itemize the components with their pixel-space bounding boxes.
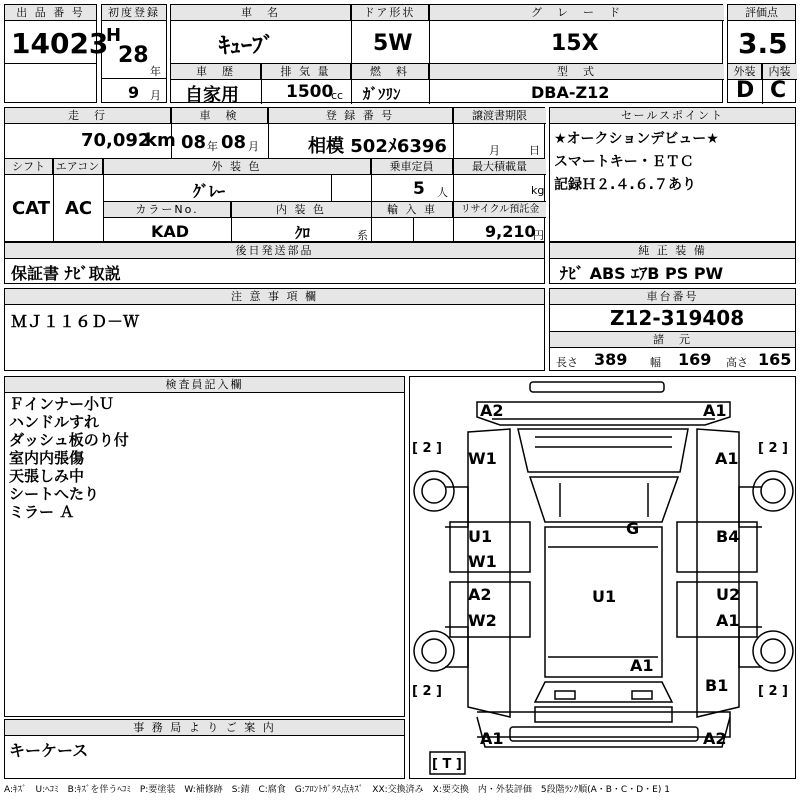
transfer-month-unit: 月: [489, 144, 500, 157]
sales-points-box: [549, 107, 796, 242]
inspection-year: 08: [181, 132, 207, 153]
width: 169: [678, 350, 712, 369]
color-number: KAD: [151, 222, 190, 241]
color-label: 外 装 色: [103, 159, 371, 175]
tire-mark-rf: [ 2 ]: [758, 441, 788, 456]
diag-label-rr-door-u: U2: [716, 585, 741, 604]
recycle-label: リサイクル預託金: [454, 202, 546, 218]
interior-color-unit: 系: [357, 229, 368, 242]
office-label: 事 務 局 よ り ご 案 内: [5, 720, 404, 736]
inspection-month-unit: 月: [248, 140, 259, 153]
first-reg-month-unit: 月: [150, 89, 161, 102]
lot-number-label: 出 品 番 号: [5, 5, 96, 21]
inspection-month: 08: [221, 132, 247, 153]
car-name-label: 車 名: [171, 5, 351, 21]
import-label: 輸 入 車: [372, 202, 453, 218]
chassis-number: Z12-319408: [610, 306, 745, 330]
vehicle-history: 自家用: [185, 85, 239, 106]
inspector-note-6: シートへたり: [9, 485, 100, 503]
inspector-box: [4, 376, 405, 717]
diag-label-rf-door: B4: [716, 527, 740, 546]
displacement-label: 排 気 量: [261, 64, 351, 80]
later-items-label: 後日発送部品: [5, 243, 544, 259]
first-reg-era: H: [106, 25, 122, 46]
shift-type: CAT: [12, 198, 51, 219]
fuel: ｶﾞｿﾘﾝ: [363, 85, 401, 103]
mileage-unit: km: [145, 130, 176, 151]
aircon: AC: [65, 198, 93, 219]
diag-label-rr-door-a: A1: [716, 611, 740, 630]
grade: 15X: [551, 31, 599, 56]
inspector-note-7: ミラー Ａ: [9, 503, 75, 521]
score-box: [727, 4, 796, 103]
diag-label-front-left: A2: [480, 401, 504, 420]
diag-label-rear-bumper: A2: [703, 729, 727, 748]
tire-mark-lf: [ 2 ]: [412, 441, 442, 456]
car-outline: [410, 377, 797, 780]
grade-label: グ レ ー ド: [429, 5, 724, 21]
later-items-box: [4, 242, 545, 284]
inspection-year-unit: 年: [207, 140, 218, 153]
diag-label-front-right: A1: [703, 401, 727, 420]
exterior-label: 外装: [728, 64, 762, 80]
first-reg-year: 28: [118, 43, 149, 68]
displacement-unit: cc: [331, 89, 344, 102]
later-items: 保証書 ﾅﾋﾞ取説: [11, 264, 121, 283]
sales-points-label: セールスポイント: [550, 108, 795, 124]
length-label: 長さ: [556, 356, 578, 369]
reg-no-label: 登 録 番 号: [268, 108, 453, 124]
recycle-deposit: 9,210: [485, 222, 536, 241]
office-note: キーケース: [9, 741, 89, 760]
interior-label: 内装: [762, 64, 797, 80]
sales-point-1: ★オークションデビュー★: [554, 131, 719, 147]
lot-number-box: [4, 4, 109, 103]
height: 165: [758, 350, 792, 369]
diag-label-rear-right: B1: [705, 676, 729, 695]
chassis-label: 車台番号: [550, 289, 795, 305]
lot-number: 14023: [11, 27, 109, 60]
equipment: ﾅﾋﾞ ABS ｴｱB PS PW: [560, 264, 724, 283]
aircon-label: エアコン: [53, 159, 103, 175]
office-box: [4, 719, 405, 779]
doors-label: ドア形状: [351, 5, 429, 21]
registration-number: 相模 502ﾒ6396: [308, 136, 447, 157]
first-registration-box: [101, 4, 167, 103]
diag-label-lf-door-w: W1: [468, 552, 497, 571]
interior-color: ｸﾛ: [295, 224, 311, 242]
inspector-label: 検査員記入欄: [5, 377, 404, 393]
door-type: 5W: [373, 31, 413, 56]
capacity: 5: [413, 179, 425, 199]
diag-label-lr-door-a: A2: [468, 585, 492, 604]
specs-label: 諸 元: [550, 332, 795, 348]
caution-text: ＭＪ１１６Ｄ－Ｗ: [11, 312, 140, 331]
inspector-note-4: 室内内張傷: [9, 449, 85, 467]
tire-mark-lr: [ 2 ]: [412, 684, 442, 699]
shift-label: シフト: [5, 159, 53, 175]
inspection-label: 車 検: [171, 108, 268, 124]
score-label: 評価点: [728, 5, 795, 21]
tire-mark-rr: [ 2 ]: [758, 684, 788, 699]
int-color-label: 内 装 色: [231, 202, 371, 218]
transfer-label: 譲渡書期限: [453, 108, 546, 124]
displacement: 1500: [286, 82, 334, 102]
diag-label-roof: U1: [592, 587, 617, 606]
car-name: ｷｭｰﾌﾞ: [219, 34, 275, 59]
capacity-unit: 人: [437, 186, 448, 199]
exterior-score: D: [736, 78, 755, 103]
max-load-unit: kg: [531, 184, 545, 197]
inspector-note-5: 天張しみ中: [9, 467, 85, 485]
overall-score: 3.5: [738, 27, 788, 60]
capacity-label: 乗車定員: [371, 159, 453, 175]
sales-point-2: スマートキー・ＥＴＣ: [554, 154, 694, 170]
equipment-label: 純 正 装 備: [550, 243, 795, 259]
height-label: 高さ: [726, 356, 748, 369]
model-code: DBA-Z12: [531, 83, 610, 102]
car-info-box: [170, 4, 723, 106]
first-reg-month: 9: [128, 83, 140, 102]
diag-label-lf-fender-w: W1: [468, 449, 497, 468]
inspector-note-1: Ｆインナー小Ｕ: [9, 395, 115, 413]
mileage: 70,092: [81, 130, 151, 151]
recycle-unit: 円: [533, 229, 544, 242]
max-load-label: 最大積載量: [453, 159, 546, 175]
diag-label-rear-left: A1: [480, 729, 504, 748]
first-registration-label: 初度登録: [102, 5, 166, 21]
diag-label-rf-fender: A1: [715, 449, 739, 468]
chassis-box: [549, 288, 796, 371]
vehicle-details-box: [4, 107, 545, 242]
diag-label-glass: G: [626, 519, 640, 538]
mileage-label: 走 行: [5, 108, 171, 124]
diag-label-lf-door-u: U1: [468, 527, 493, 546]
diag-label-rear-window: A1: [630, 656, 654, 675]
inspector-note-2: ハンドルすれ: [9, 413, 100, 431]
legend: A:ｷｽﾞ U:ﾍｺﾐ B:ｷｽﾞを伴うﾍｺﾐ P:要塗装 W:補修跡 S:錆 C:腐食 G:ﾌﾛﾝﾄｶﾞﾗｽ点ｷｽﾞ XX:交換済み X:要交換 内・外装評価 5段階ﾗﾝｸ順(A・B・C・D・E) 1: [4, 785, 670, 795]
exterior-color: ｸﾞﾚｰ: [193, 182, 226, 201]
length: 389: [594, 350, 628, 369]
transfer-day-unit: 日: [529, 144, 540, 157]
equipment-box: [549, 242, 796, 284]
sales-point-3: 記録Ｈ２.４.６.７あり: [554, 177, 696, 193]
fuel-label: 燃 料: [351, 64, 429, 80]
history-label: 車 歴: [171, 64, 261, 80]
diag-label-lr-door-w: W2: [468, 611, 497, 630]
first-reg-year-unit: 年: [150, 65, 161, 78]
color-no-label: カラーNo.: [104, 202, 231, 218]
interior-score: C: [770, 78, 787, 103]
inspector-note-3: ダッシュ板のり付: [9, 431, 129, 449]
damage-diagram: [409, 376, 796, 779]
caution-label: 注 意 事 項 欄: [5, 289, 544, 305]
spare-tire-mark: [ T ]: [432, 757, 462, 772]
model-label: 型 式: [429, 64, 724, 80]
caution-box: [4, 288, 545, 371]
width-label: 幅: [650, 356, 661, 369]
